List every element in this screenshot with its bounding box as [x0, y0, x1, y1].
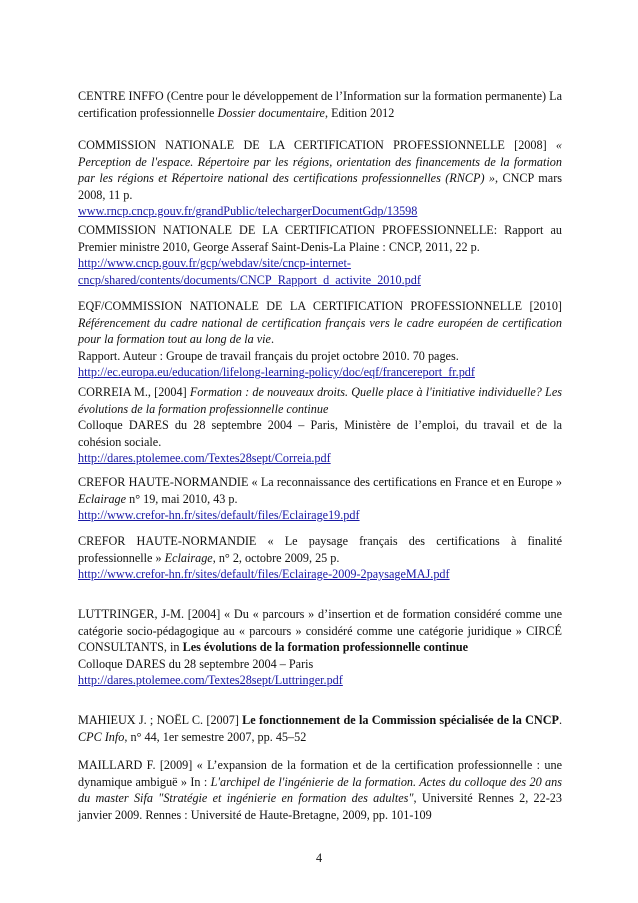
page-number: 4 — [315, 851, 323, 865]
citation-text: . — [558, 713, 562, 727]
italic-text: L'archipel de l'ingénierie de la formation. Actes du colloque des 20 ans du master Sifa "Stratégie et ingénierie en formation des adultes" — [78, 774, 562, 806]
bibliography-entry-6 — [78, 474, 562, 524]
citation-text: , n° 2, octobre 2009, 25 p. — [212, 550, 340, 565]
entry-link-line — [78, 672, 562, 689]
entry-text-line — [78, 606, 562, 656]
citation-text: CENTRE INFFO (Centre pour le développement de l’Information sur la formation permanente) La certification professionnelle — [78, 89, 562, 120]
bibliography-entry-5 — [78, 384, 562, 467]
bibliography-entry-2 — [78, 137, 562, 220]
citation-text: , Université Rennes 2, 22-23 janvier 2009. Rennes : Université de Haute-Bretagne, 2009, pp. 101-109 — [78, 791, 562, 822]
reference-link[interactable]: www.rncp.cncp.gouv.fr/grandPublic/telechargerDocumentGdp/13598 — [78, 204, 418, 219]
entry-text-line — [78, 474, 562, 507]
italic-text: Dossier documentaire — [217, 105, 325, 120]
entry-link-line — [78, 566, 562, 583]
citation-text: n° 19, mai 2010, 43 p. — [126, 491, 238, 506]
reference-link[interactable]: http://www.cncp.gouv.fr/gcp/webdav/site/cncp-internet-cncp/shared/contents/documents/CNCP_Rapport_d_activite_2010.pdf — [78, 256, 421, 287]
entry-text-line — [78, 712, 562, 745]
entry-text-line — [78, 222, 562, 255]
bibliography-entry-3 — [78, 222, 562, 288]
bibliography-entry-4 — [78, 298, 562, 381]
citation-text: , CNCP mars 2008, 11 p. — [78, 171, 562, 202]
italic-text: CPC Info — [78, 729, 125, 744]
entry-link-line — [78, 255, 562, 288]
entry-link-line — [78, 364, 562, 381]
citation-text: MAHIEUX J. ; NOËL C. [2007] — [78, 713, 243, 727]
bold-text: Les évolutions de la formation professionnelle continue — [182, 640, 469, 655]
reference-link[interactable]: http://dares.ptolemee.com/Textes28sept/Luttringer.pdf — [78, 673, 343, 688]
citation-text: MAILLARD F. [2009] « L’expansion de la formation et de la certification professionnelle : une dynamique ambiguë » In : — [78, 758, 562, 789]
entry-text-line — [78, 348, 562, 365]
entry-text-line — [78, 298, 562, 348]
citation-text: COMMISSION NATIONALE DE LA CERTIFICATION PROFESSIONNELLE: Rapport au Premier ministre 2010, George Asseraf Saint-Denis-La Plaine : CNCP, 2011, 22 p. — [78, 223, 562, 254]
reference-link[interactable]: http://www.crefor-hn.fr/sites/default/files/Eclairage-2009-2paysageMAJ.pdf — [78, 567, 450, 582]
entry-text-line — [78, 757, 562, 823]
italic-text: Formation : de nouveaux droits. Quelle place à l'initiative individuelle? Les évolutions de la formation professionnelle continue — [78, 385, 562, 416]
citation-text: Rapport. Auteur : Groupe de travail français du projet octobre 2010. 70 pages. — [78, 348, 459, 363]
entry-text-line — [78, 88, 562, 121]
citation-text: , n° 44, 1er semestre 2007, pp. 45–52 — [124, 729, 307, 744]
entry-link-line — [78, 203, 562, 220]
italic-text: Eclairage — [78, 491, 127, 506]
entry-text-line — [78, 533, 562, 566]
entry-link-line — [78, 507, 562, 524]
italic-text: Référencement du cadre national de certification français vers le cadre européen de certification pour la formation tout au long de la vie — [78, 315, 562, 347]
reference-link[interactable]: http://www.crefor-hn.fr/sites/default/files/Eclairage19.pdf — [78, 508, 360, 523]
citation-text: LUTTRINGER, J-M. [2004] « Du « parcours » d’insertion et de formation considéré comme une catégorie socio-pédagogique au « parcours » considéré comme une catégorie juridique » CIRCÉ CONSULTANTS, in — [78, 607, 562, 655]
reference-link[interactable]: http://ec.europa.eu/education/lifelong-learning-policy/doc/eqf/francereport_fr.pdf — [78, 365, 475, 380]
bold-text: Le fonctionnement de la Commission spécialisée de la CNCP — [242, 713, 559, 727]
citation-text: Colloque DARES du 28 septembre 2004 – Paris — [78, 656, 314, 671]
citation-text: EQF/COMMISSION NATIONALE DE LA CERTIFICATION PROFESSIONNELLE [2010] — [78, 299, 562, 313]
entry-text-line — [78, 137, 562, 203]
bibliography-entry-7 — [78, 533, 562, 583]
italic-text: Eclairage — [164, 550, 213, 565]
bibliography-entry-10 — [78, 757, 562, 823]
italic-text: « Perception de l'espace. Répertoire par les régions, orientation des financements de la formation par les régions et Répertoire national des certifications professionnelles (RNCP) » — [78, 138, 562, 186]
citation-text: CORREIA M., [2004] — [78, 385, 190, 399]
citation-text: , Edition 2012 — [324, 105, 395, 120]
citation-text: CREFOR HAUTE-NORMANDIE « La reconnaissance des certifications en France et en Europe » — [78, 475, 562, 489]
reference-link[interactable]: http://dares.ptolemee.com/Textes28sept/Correia.pdf — [78, 451, 331, 466]
citation-text: COMMISSION NATIONALE DE LA CERTIFICATION PROFESSIONNELLE [2008] — [78, 138, 556, 152]
bibliography-entry-9 — [78, 712, 562, 745]
entry-link-line — [78, 450, 562, 467]
entry-text-line — [78, 384, 562, 417]
bibliography-entry-1 — [78, 88, 562, 121]
citation-text: Colloque DARES du 28 septembre 2004 – Paris, Ministère de l’emploi, du travail et de la cohésion sociale. — [78, 418, 562, 449]
entry-text-line — [78, 656, 562, 673]
citation-text: . — [270, 332, 275, 347]
citation-text: CREFOR HAUTE-NORMANDIE « Le paysage français des certifications à finalité professionnelle » — [78, 534, 562, 565]
bibliography-entry-8 — [78, 606, 562, 689]
entry-text-line — [78, 417, 562, 450]
